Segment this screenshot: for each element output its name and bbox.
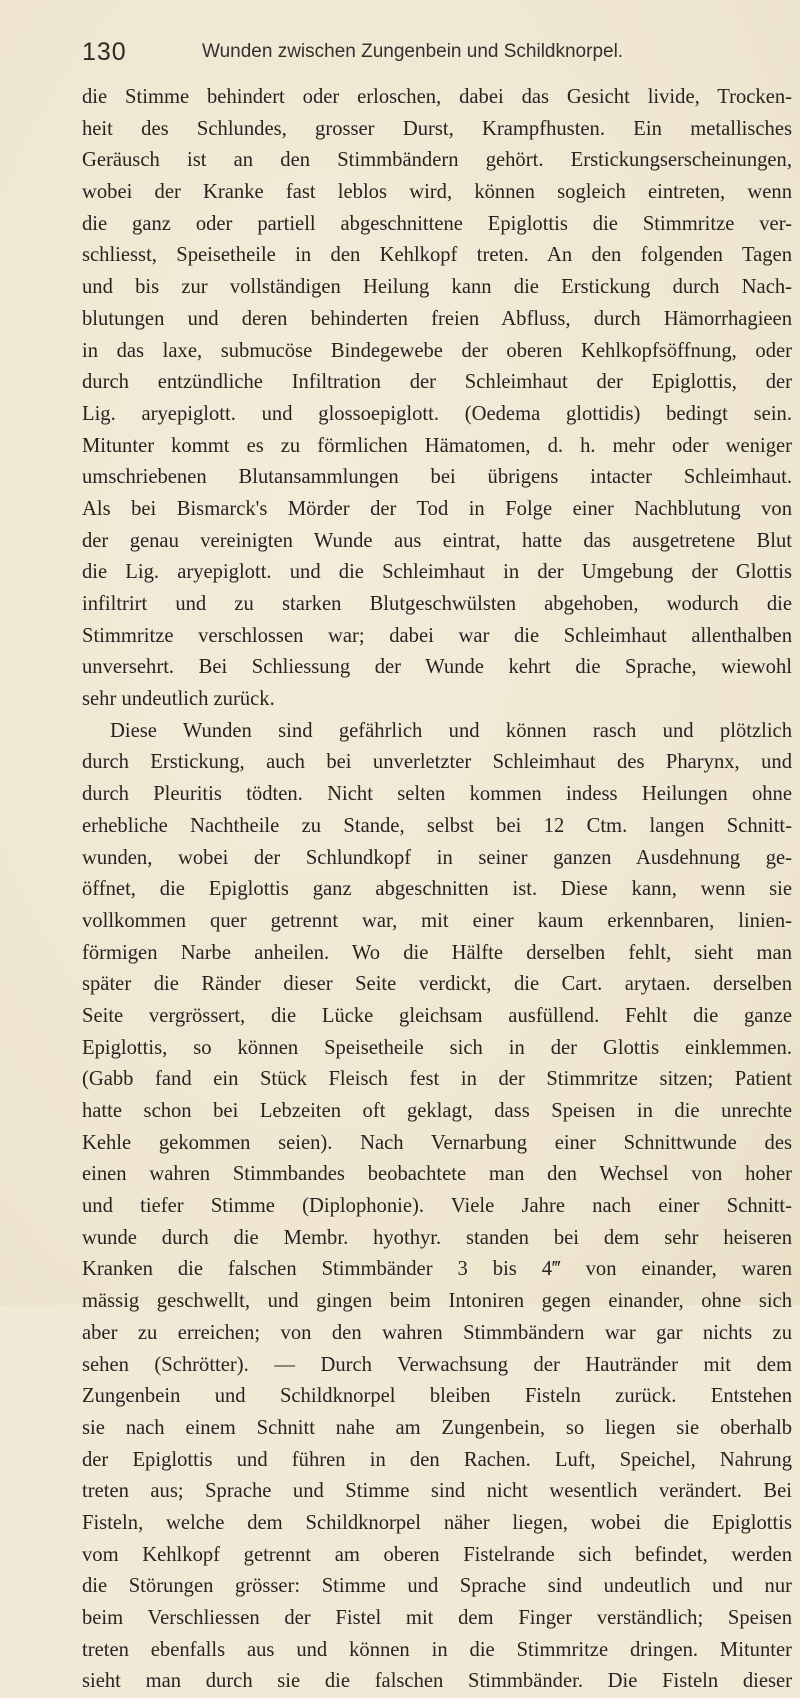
text-line: Seite vergrössert, die Lücke gleichsam ausfüllend. Fehlt die ganze <box>82 1004 792 1027</box>
text-line: in das laxe, submucöse Bindegewebe der oberen Kehlkopfsöffnung, oder <box>82 339 792 362</box>
text-line: wunde durch die Membr. hyothyr. standen bei dem sehr heiseren <box>82 1226 792 1249</box>
text-line: Zungenbein und Schildknorpel bleiben Fisteln zurück. Entstehen <box>82 1385 792 1408</box>
text-line: umschriebenen Blutansammlungen bei übrigens intacter Schleimhaut. <box>82 466 792 489</box>
text-line: Kranken die falschen Stimmbänder 3 bis 4‴ von einander, waren <box>82 1258 792 1281</box>
text-line: öffnet, die Epiglottis ganz abgeschnitten ist. Diese kann, wenn sie <box>82 878 792 901</box>
text-line: erhebliche Nachtheile zu Stande, selbst bei 12 Ctm. langen Schnitt- <box>82 814 792 837</box>
text-line: Lig. aryepiglott. und glossoepiglott. (Oedema glottidis) bedingt sein. <box>82 402 792 425</box>
text-line: die Lig. aryepiglott. und die Schleimhaut in der Umgebung der Glottis <box>82 561 792 584</box>
text-line: vollkommen quer getrennt war, mit einer kaum erkennbaren, linien- <box>82 909 792 932</box>
text-line: und bis zur vollständigen Heilung kann die Erstickung durch Nach- <box>82 276 792 299</box>
text-line: schliesst, Speisetheile in den Kehlkopf treten. An den folgenden Tagen <box>82 244 792 267</box>
text-line: Kehle gekommen seien). Nach Vernarbung einer Schnittwunde des <box>82 1131 792 1154</box>
body-text <box>82 82 792 1698</box>
text-line: Geräusch ist an den Stimmbändern gehört. Erstickungserscheinungen, <box>82 149 792 172</box>
text-line: heit des Schlundes, grosser Durst, Krampfhusten. Ein metallisches <box>82 117 792 140</box>
text-line: beim Verschliessen der Fistel mit dem Finger verständlich; Speisen <box>82 1607 792 1629</box>
text-line: die Störungen grösser: Stimme und Sprache sind undeutlich und nur <box>82 1575 792 1598</box>
text-line: einen wahren Stimmbandes beobachtete man den Wechsel von hoher <box>82 1163 792 1186</box>
text-line: die ganz oder partiell abgeschnittene Epiglottis die Stimmritze ver- <box>82 212 792 235</box>
text-line: Stimmritze verschlossen war; dabei war die Schleimhaut allenthalben <box>82 624 792 647</box>
text-line: (Gabb fand ein Stück Fleisch fest in der Stimmritze sitzen; Patient <box>82 1068 792 1091</box>
text-line: sehr undeutlich zurück. <box>82 688 275 711</box>
text-line: wunden, wobei der Schlundkopf in seiner ganzen Ausdehnung ge- <box>82 846 792 869</box>
text-line: unversehrt. Bei Schliessung der Wunde kehrt die Sprache, wiewohl <box>82 656 792 679</box>
text-line: der Epiglottis und führen in den Rachen. Luft, Speichel, Nahrung <box>82 1448 792 1471</box>
text-line: durch entzündliche Infiltration der Schleimhaut der Epiglottis, der <box>82 371 792 394</box>
text-line: förmigen Narbe anheilen. Wo die Hälfte derselben fehlt, sieht man <box>82 941 792 964</box>
text-line: Fisteln, welche dem Schildknorpel näher liegen, wobei die Epiglottis <box>82 1511 792 1534</box>
text-line: infiltrirt und zu starken Blutgeschwülsten abgehoben, wodurch die <box>82 593 792 615</box>
text-line: aber zu erreichen; von den wahren Stimmbändern war gar nichts zu <box>82 1321 792 1344</box>
text-line: mässig geschwellt, und gingen beim Intoniren gegen einander, ohne sich <box>82 1290 792 1313</box>
text-line: Epiglottis, so können Speisetheile sich in der Glottis einklemmen. <box>82 1036 792 1059</box>
running-head: Wunden zwischen Zungenbein und Schildknorpel. <box>202 41 624 62</box>
text-line: durch Erstickung, auch bei unverletzter Schleimhaut des Pharynx, und <box>82 751 792 774</box>
page-number: 130 <box>82 38 127 66</box>
text-line: treten ebenfalls aus und können in die Stimmritze dringen. Mitunter <box>82 1638 792 1661</box>
text-line: später die Ränder dieser Seite verdickt, die Cart. arytaen. derselben <box>82 973 792 996</box>
page-header <box>82 38 782 74</box>
text-line: vom Kehlkopf getrennt am oberen Fistelrande sich befindet, werden <box>82 1543 792 1566</box>
text-line: sehen (Schrötter). — Durch Verwachsung der Hautränder mit dem <box>82 1353 792 1376</box>
text-line: sieht man durch sie die falschen Stimmbänder. Die Fisteln dieser <box>82 1670 792 1693</box>
text-line: blutungen und deren behinderten freien Abfluss, durch Hämorrhagieen <box>82 307 792 330</box>
text-line: treten aus; Sprache und Stimme sind nicht wesentlich verändert. Bei <box>82 1480 792 1503</box>
text-line: die Stimme behindert oder erloschen, dabei das Gesicht livide, Trocken- <box>82 86 792 108</box>
text-line: Mitunter kommt es zu förmlichen Hämatomen, d. h. mehr oder weniger <box>82 434 792 457</box>
text-line: Diese Wunden sind gefährlich und können rasch und plötzlich <box>110 719 792 742</box>
text-line: durch Pleuritis tödten. Nicht selten kommen indess Heilungen ohne <box>82 783 792 806</box>
text-line: hatte schon bei Lebzeiten oft geklagt, dass Speisen in die unrechte <box>82 1100 792 1122</box>
text-line: der genau vereinigten Wunde aus eintrat, hatte das ausgetretene Blut <box>82 529 792 552</box>
text-line: wobei der Kranke fast leblos wird, können sogleich eintreten, wenn <box>82 181 792 204</box>
text-line: Als bei Bismarck's Mörder der Tod in Folge einer Nachblutung von <box>82 497 792 520</box>
text-line: und tiefer Stimme (Diplophonie). Viele Jahre nach einer Schnitt- <box>82 1195 792 1218</box>
text-line: sie nach einem Schnitt nahe am Zungenbein, so liegen sie oberhalb <box>82 1416 792 1439</box>
